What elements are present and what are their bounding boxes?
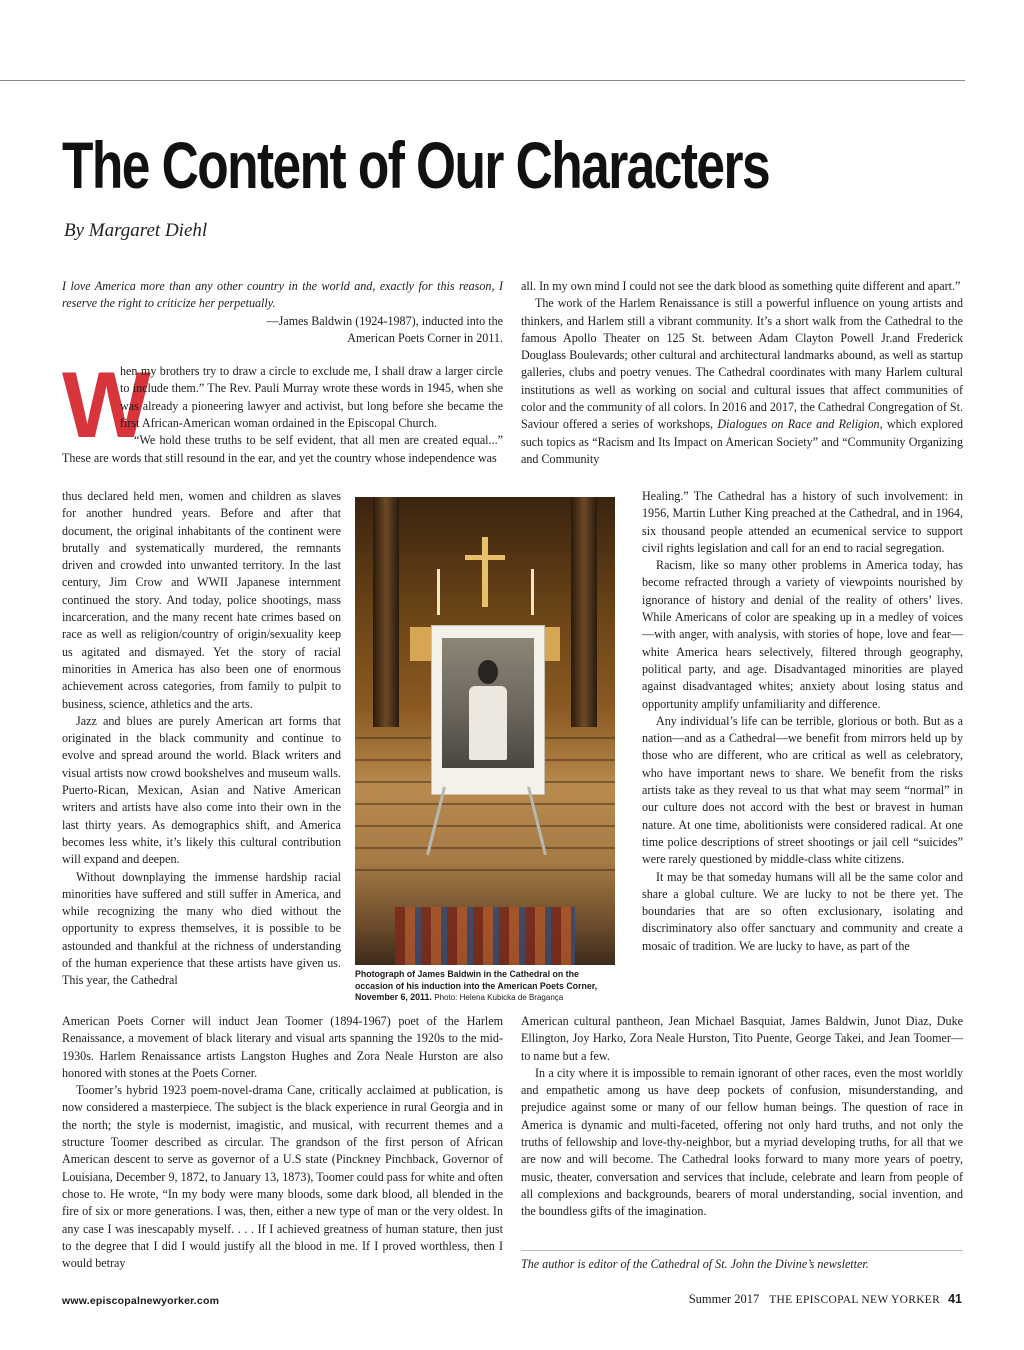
footer-issue: Summer 2017: [688, 1292, 760, 1306]
portrait-frame: [431, 625, 545, 795]
paragraph-3: Jazz and blues are purely American art forms that originated in the black community and continue to evolve and spread around the world. Black writers and visual artists now crowd bookshelves and museum walls. Puerto-Rican, Mexican, Asian and Native American writers and artists have also come into their own in the last thirty years. As demographics shift, and America becomes less white, it’s likely this cultural contribution will expand and deepen.: [62, 713, 341, 867]
caption-text: Photograph of James Baldwin in the Cathedral on the occasion of his induction into the American Poets Corner, November 6, 2011.: [355, 969, 598, 1002]
article-title: The Content of Our Characters: [62, 128, 770, 202]
photo-credit: Photo: Helena Kubicka de Bragança: [434, 993, 564, 1002]
epigraph-attribution-1: —James Baldwin (1924-1987), inducted into the: [266, 313, 503, 328]
left-column-top: [62, 278, 503, 467]
byline: By Margaret Diehl: [64, 220, 208, 241]
right-paragraph-3: Racism, like so many other problems in America today, has become refracted through a variety of viewpoints nourished by ignorance of history and denial of the reality of others’ lives. While Americans of color are speaking up in a medley of voices—with anger, with analysis, with stories of hope, love and fear—white America hears selectively, filtered through geography, political party, and age. Disadvantaged minorities are played against disadvantaged whites; anxiety about losing status and opportunity amplify unfamiliarity and difference.: [642, 558, 963, 711]
right-paragraph-2: [521, 295, 963, 468]
right-column-top: [521, 278, 963, 468]
paragraph-4a: Without downplaying the immense hardship racial minorities have suffered and still suffer in America, and while recognizing the many who died without the opportunity to express themselves, it is possible to be astounded and thankful at the richness of understanding of the human experience that these artists have given us. This year, the Cathedral: [62, 869, 341, 988]
right-paragraph-2b: Healing.” The Cathedral has a history of such involvement: in 1956, Martin Luther King preached at the Cathedral, and in 1964, six thousand people attended an ecumenical service to support civil rights legislation and call for an end to racial segregation.: [642, 489, 963, 555]
paragraph-2a: “We hold these truths to be self evident, that all men are created equal...” These are words that still resound in the ear, and yet the country whose independence was: [62, 433, 503, 465]
right-paragraph-6: In a city where it is impossible to remain ignorant of other races, even the most worldly and empathetic among us have deep pockets of confusion, misunderstanding, and prejudice against some or many of our fellow human beings. The question of race in America is dynamic and multi-faceted, offering not only hard truths, and not only the truths of fellowship and love-thy-neighbor, but a myriad developing truths, for all that we are now and will become. The Cathedral looks forward to many more years of poetry, music, theater, conversation and services that include, celebrate and learn from people of all complexions and backgrounds, bearers of moral understanding, social invention, and the boundless gifts of the imagination.: [521, 1065, 963, 1219]
page-number: 41: [948, 1292, 962, 1306]
drop-cap: W: [62, 352, 151, 458]
right-paragraph-5a: It may be that someday humans will all be the same color and share a global culture. We are lucky to not be there yet. The boundaries that are so often exclusionary, isolating and discriminatory also offer sanctuary and community and create a mosaic of tradition. We are lucky to have, as part of the: [642, 869, 963, 953]
top-rule: [0, 80, 965, 81]
workshop-title: Dialogues on Race and Religion: [717, 417, 880, 432]
right-column-narrow: [642, 488, 963, 955]
paragraph-1-text: hen my brothers try to draw a circle to exclude me, I shall draw a larger circle to include them.” The Rev. Pauli Murray wrote these words in 1945, when she was already a pioneering lawyer and activist, but long before she became the first African-American woman ordained in the Episcopal Church.: [120, 364, 503, 431]
right-paragraph-5b: American cultural pantheon, Jean Michael Basquiat, James Baldwin, Junot Diaz, Duke Ellington, Joy Harko, Zora Neale Hurston, Tito Puente, George Takei, and Jean Toomer—to name but a few.: [521, 1014, 963, 1063]
footer-publication: THE EPISCOPAL NEW YORKER: [769, 1294, 941, 1306]
right-paragraph-1: all. In my own mind I could not see the dark blood as something quite different and apart.”: [521, 279, 961, 293]
footer-url: www.episcopalnewyorker.com: [62, 1295, 220, 1307]
epigraph-quote: I love America more than any other country in the world and, exactly for this reason, I reserve the right to criticize her perpetually.: [62, 279, 503, 311]
paragraph-5: Toomer’s hybrid 1923 poem-novel-drama Cane, critically acclaimed at publication, is now considered a masterpiece. The subject is the black experience in rural Georgia and in the north; the style is modernist, imagistic, and musical, with recurrent themes and a structure Toomer described as circular. The grandson of the first person of African American descent to serve as governor of a U.S state (Pinckney Pinchback, Governor of Louisiana, December 9, 1872, to January 13, 1873), Toomer could pass for white and often chose to. He wrote, “In my body were many bloods, some dark blood, all blended in the fire of six or more generations. I was, then, either a new type of man or the very oldest. In any case I was inescapably myself. . . . If I achieved greatness of human stature, then just to the degree that I did I would justify all the blood in me. If I proved worthless, then I would betray: [62, 1083, 503, 1271]
right-paragraph-4: Any individual’s life can be terrible, glorious or both. But as a nation—and as a Cathedral—we benefit from mirrors held up by those who are different, who are critical as well as celebratory, who have important news to share. We benefit from the risks artists take as they reveal to us that what may seem “normal” in our culture does not accord with the best or bravest in human nature. At one time, abolitionists were considered radical. At one time police descriptions of street shootings or jail cell “suicides” were rarely questioned by middle-class white citizens.: [642, 713, 963, 867]
baldwin-photo: [355, 497, 615, 965]
photo-caption: [355, 969, 617, 1004]
note-divider: [521, 1250, 963, 1251]
paragraph-4b: American Poets Corner will induct Jean Toomer (1894-1967) poet of the Harlem Renaissance, a movement of black literary and visual arts spanning the 1920s to the mid-1930s. Harlem Renaissance artists Langston Hughes and Zora Neale Hurston are also honored with stones at the Poets Corner.: [62, 1014, 503, 1080]
footer-info: [689, 1292, 962, 1307]
left-column-bottom: [62, 1013, 503, 1272]
epigraph-attribution-2: American Poets Corner in 2011.: [347, 330, 503, 345]
right-column-bottom: [521, 1013, 963, 1221]
right-paragraph-2-end: , which explored such topics as “Racism and Its Impact on American Society” and “Community Organizing and Community: [521, 417, 963, 466]
paragraph-2b: thus declared held men, women and children as slaves for another hundred years. Before and after that document, the original inhabitants of the continent were brutally and systematically murdered, the remnants driven and crowded into unwanted territory. In the last century, Jim Crow and WWII Japanese internment continued the story. And today, police shootings, mass incarceration, and the many recent hate crimes based on race as well as religion/country of origin/sexuality keep us agitated and dismayed. Yet the story of racial minorities in America has also been one of enormous achievement across categories, from family to pulpit to business, science, athletics and the arts.: [62, 489, 341, 711]
author-note: The author is editor of the Cathedral of St. John the Divine’s newsletter.: [521, 1257, 869, 1271]
left-column-narrow: [62, 488, 341, 990]
right-paragraph-2-text: The work of the Harlem Renaissance is still a powerful influence on young artists and thinkers, and Harlem still a vibrant community. It’s a short walk from the Cathedral to the famous Apollo Theater on 125 St. between Adam Clayton Powell Jr.and Frederick Douglass Boulevards; other cultural and architectural landmarks abound, as well as startup galleries, clubs and poetry venues. The Cathedral coordinates with many Harlem cultural institutions as well as working on social and cultural issues that affect communities of color and the community of all colors. In 2016 and 2017, the Cathedral Congregation of St. Saviour offered a series of workshops,: [521, 296, 964, 432]
